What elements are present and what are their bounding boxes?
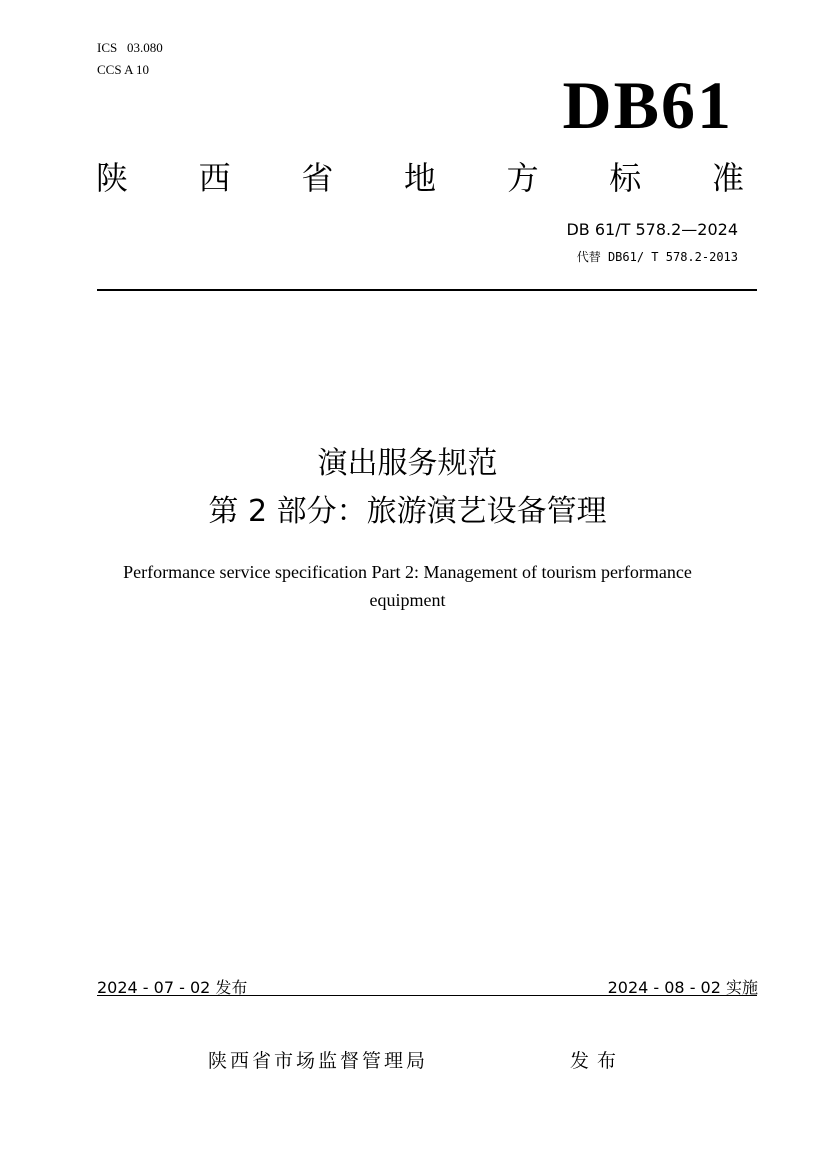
standard-logo: DB61 xyxy=(562,67,733,143)
standard-type-char: 标 xyxy=(609,159,642,197)
standard-number: DB 61/T 578.2—2024 xyxy=(566,220,738,239)
standard-type-char: 地 xyxy=(403,159,436,197)
implementation-date: 2024 - 08 - 02 实施 xyxy=(607,978,758,997)
standard-type-char: 西 xyxy=(198,159,231,197)
publisher-name: 陕西省市场监督管理局 xyxy=(208,1050,429,1072)
publish-label: 发布 xyxy=(570,1050,625,1072)
title-line-1: 演出服务规范 xyxy=(317,446,498,481)
standard-type-heading xyxy=(96,156,744,200)
title-line-2: 第 2 部分：旅游演艺设备管理 xyxy=(208,494,607,529)
document-title-cn xyxy=(0,440,815,536)
ics-code: ICS 03.080 xyxy=(97,40,163,55)
standard-type-char: 省 xyxy=(301,159,334,197)
standard-type-char: 方 xyxy=(506,159,539,197)
document-title-en: Performance service specification Part 2: Management of tourism performance equipment xyxy=(123,562,692,610)
header-divider xyxy=(97,289,757,291)
issue-date: 2024 - 07 - 02 发布 xyxy=(97,978,248,997)
replaces-standard: 代替 DB61/ T 578.2-2013 xyxy=(576,250,738,264)
footer-divider xyxy=(97,995,757,996)
ccs-code: CCS A 10 xyxy=(97,62,150,77)
standard-type-char: 准 xyxy=(711,159,744,197)
standard-type-char: 陕 xyxy=(96,159,129,197)
